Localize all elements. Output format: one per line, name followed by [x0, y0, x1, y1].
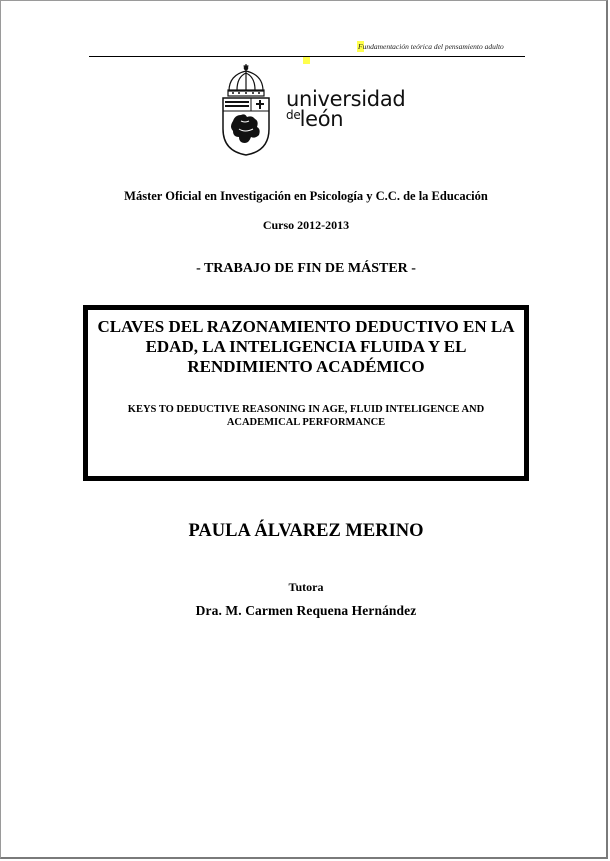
header-rule [89, 56, 525, 57]
university-logo [286, 89, 405, 130]
logo-word-de: de [286, 108, 301, 122]
title-box [83, 305, 529, 481]
logo-word-leon [286, 109, 405, 130]
title-english: KEYS TO DEDUCTIVE REASONING IN AGE, FLUID INTELIGENCE AND ACADEMICAL PERFORMANCE [127, 404, 485, 428]
highlight-mark [303, 57, 310, 64]
tutor-label: Tutora [288, 580, 324, 594]
running-header: Fundamentación teórica del pensamiento adulto [358, 42, 504, 51]
logo-word-leon-large: león [299, 107, 344, 131]
course-year: Curso 2012-2013 [262, 218, 350, 232]
tutor-name: Dra. M. Carmen Requena Hernández [195, 603, 417, 618]
logo-word-universidad: universidad [286, 87, 406, 111]
author-name: PAULA ÁLVAREZ MERINO [188, 521, 424, 541]
university-crest-icon [219, 63, 273, 157]
work-type-heading: - TRABAJO DE FIN DE MÁSTER - [196, 261, 416, 276]
program-name: Máster Oficial en Investigación en Psicología y C.C. de la Educación [124, 189, 488, 203]
title-spanish: CLAVES DEL RAZONAMIENTO DEDUCTIVO EN LA EDAD, LA INTELIGENCIA FLUIDA Y EL RENDIMIENTO ACADÉMICO [97, 317, 515, 376]
